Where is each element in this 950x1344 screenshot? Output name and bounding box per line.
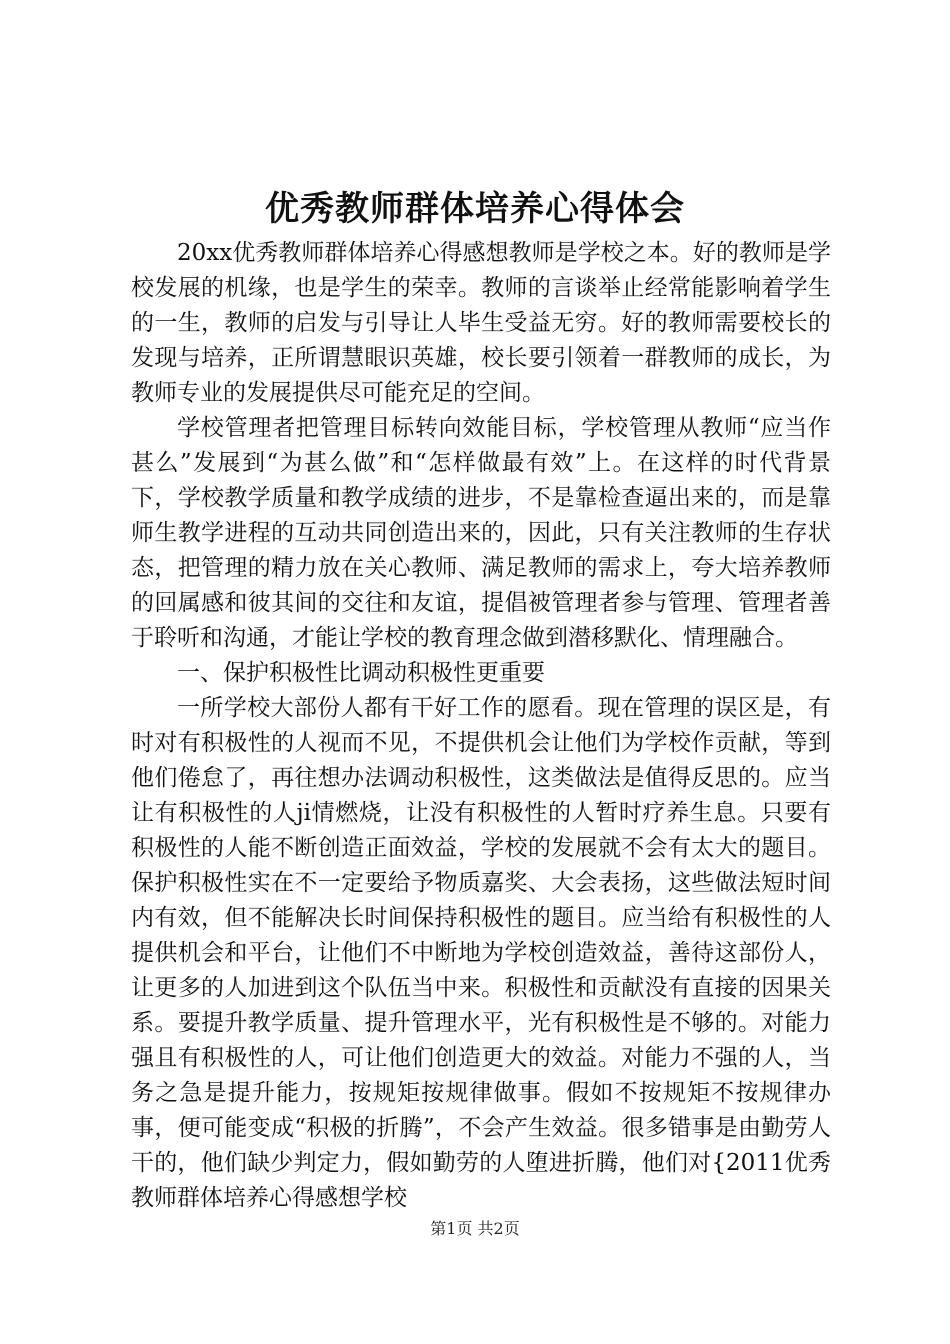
document-body (131, 236, 831, 1216)
paragraph-motivation: 一所学校大部份人都有干好工作的愿看。现在管理的误区是，有时对有积极性的人视而不见，不提供机会让他们为学校作贡献，等到他们倦怠了，再往想办法调动积极性，这类做法是值得反思的。应当让有积极性的人ji情燃烧，让没有积极性的人暂时疗养生息。只要有积极性的人能不断创造正面效益，学校的发展就不会有太大的题目。保护积极性实在不一定要给予物质嘉奖、大会表扬，这些做法短时间内有效，但不能解决长时间保持积极性的题目。应当给有积极性的人提供机会和平台，让他们不中断地为学校创造效益，善待这部份人，让更多的人加进到这个队伍当中来。积极性和贡献没有直接的因果关系。要提升教学质量、提升管理水平，光有积极性是不够的。对能力强且有积极性的人，可让他们创造更大的效益。对能力不强的人，当务之急是提升能力，按规矩按规律做事。假如不按规矩不按规律办事，便可能变成“积极的折腾”，不会产生效益。很多错事是由勤劳人干的，他们缺少判定力，假如勤劳的人堕进折腾，他们对{2011优秀教师群体培养心得感想学校 (131, 695, 831, 1211)
document-title: 优秀教师群体培养心得体会 (265, 189, 685, 229)
paragraph-intro: 20xx优秀教师群体培养心得感想教师是学校之本。好的教师是学校发展的机缘，也是学生的荣幸。教师的言谈举止经常能影响着学生的一生，教师的启发与引导让人毕生受益无穷。好的教师需要校长的发现与培养，正所谓慧眼识英雄，校长要引领着一群教师的成长，为教师专业的发展提供尽可能充足的空间。 (131, 240, 831, 406)
paragraph-management: 学校管理者把管理目标转向效能目标，学校管理从教师“应当作甚么”发展到“为甚么做”和“怎样做最有效”上。在这样的时代背景下，学校教学质量和教学成绩的进步，不是靠检查逼出来的，而是靠师生教学进程的互动共同创造出来的，因此，只有关注教师的生存状态，把管理的精力放在关心教师、满足教师的需求上，夸大培养教师的回属感和彼其间的交往和友谊，提倡被管理者参与管理、管理者善于聆听和沟通，才能让学校的教育理念做到潜移默化、情理融合。 (131, 415, 831, 651)
page-number-footer: 第1页 共2页 (430, 1219, 520, 1238)
section-heading: 一、保护积极性比调动积极性更重要 (177, 660, 545, 686)
